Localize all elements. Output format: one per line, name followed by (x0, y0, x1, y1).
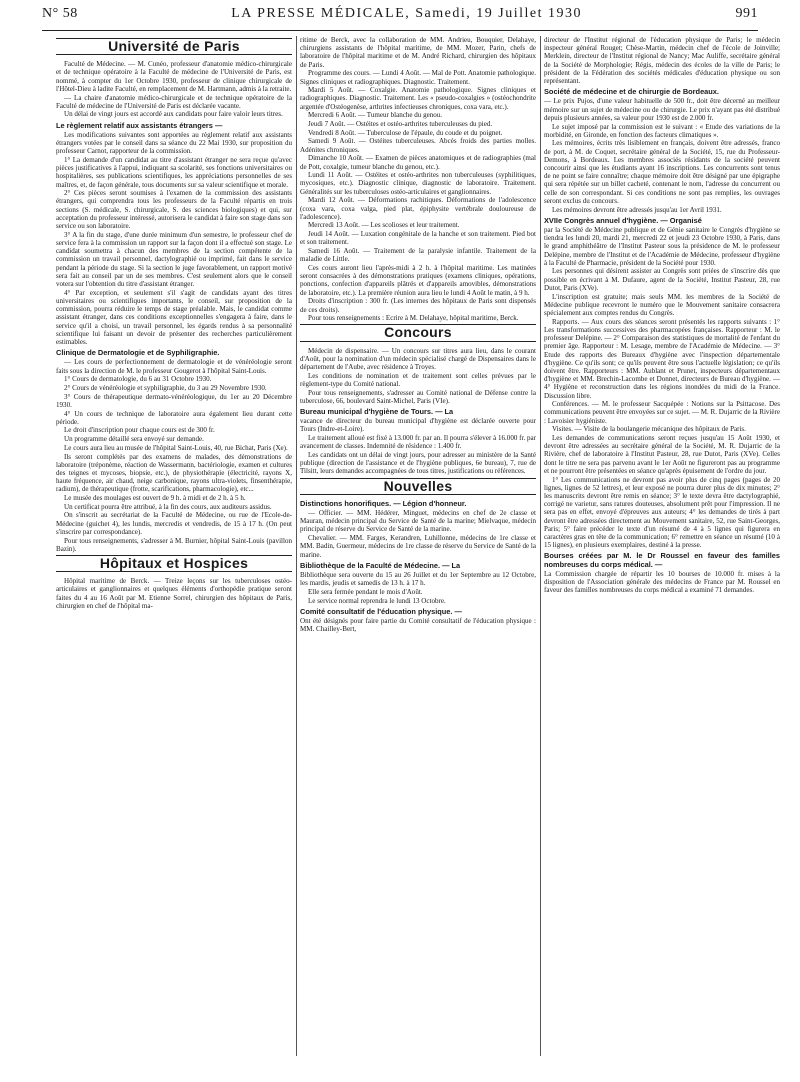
section-heading: Nouvelles (300, 478, 536, 495)
article-paragraph: Le musée des moulages est ouvert de 9 h. à midi et de 2 h. à 5 h. (64, 494, 246, 503)
article-paragraph: Mardi 5 Août. — Coxalgie. Anatomie pathologique. Signes cliniques et radiographiques. Diagnostic. Traitement. Les « pseudo-coxalgies » (ostéochondrite argentée d'Ostéogenèse, arthrites infectieuses chroniques, coxa vara, etc.). (300, 86, 536, 111)
column-divider (540, 36, 541, 1056)
article-paragraph: par la Société de Médecine publique et de Génie sanitaire le Congrès d'hygiène se tiendra les lundi 20, mardi 21, mercredi 22 et jeudi 23 Octobre 1930, à Paris, dans le grand amphithéâtre de l'Institut Pasteur sous la présidence de M. le professeur Delépine, membre de l'Institut et de l'Académie de Médecine, professeur d'hygiène à la Faculté de Pharmacie, président de la Société pour 1930. (544, 225, 780, 267)
article-paragraph: — Le prix Pujos, d'une valeur habituelle de 500 fr., doit être décerné au meilleur mémoire sur un sujet de médecine ou de chirurgie. Le prix n'ayant pas été distribué depuis plusieurs années, sa valeur pour 1930 est de 2.000 fr. (544, 97, 780, 122)
article-paragraph: Les personnes qui désirent assister au Congrès sont priées de s'inscrire dès que possible en écrivant à M. Dufaure, agent de la Société, Institut Pasteur, 28, rue Dutot, Paris (XVe). (544, 267, 780, 292)
article-paragraph: La Commission chargée de répartir les 10 bourses de 10.000 fr. mises à la disposition de l'Association générale des médecins de France par M. Roussel en faveur des familles nombreuses du corps médical a examiné 71 demandes. (544, 569, 780, 595)
article-paragraph: Elle sera fermée pendant le mois d'Août. (308, 587, 423, 596)
article-paragraph: Pour tous renseignements, s'adresser au Comité national de Défense contre la tuberculose, 66, boulevard Saint-Michel, Paris (VIe). (300, 388, 536, 405)
column-divider (296, 36, 297, 1056)
article-paragraph: Vendredi 8 Août. — Tuberculose de l'épaule, du coude et du poignet. (308, 128, 503, 137)
article-paragraph: Droits d'inscription : 300 fr. (Les internes des hôpitaux de Paris sont dispensés de ces droits). (300, 297, 536, 314)
article-heading: Le règlement relatif aux assistants étrangers — (56, 120, 223, 130)
article-paragraph: Les candidats ont un délai de vingt jours, pour adresser au ministère de la Santé publique (direction de l'assistance et de l'hygiène publiques, 6e bureau), 7, rue de Tilsitt, leurs demandes accompagnées de tous titres, justifications ou références. (300, 451, 536, 476)
article-paragraph: Les conditions de nomination et de traitement sont celles prévues par le règlement-type du Comité national. (300, 371, 536, 388)
article-paragraph: Médecin de dispensaire. — Un concours sur titres aura lieu, dans le courant d'Août, pour la nomination d'un médecin spécialisé chargé de Dispensaires dans le département de l'Aube, avec résidence à Troyes. (300, 346, 536, 372)
article-paragraph: — Les cours de perfectionnement de dermatologie et de vénéréologie seront faits sous la direction de M. le professeur Gougerot à l'hôpital Saint-Louis. (56, 358, 292, 375)
article-paragraph: Hôpital maritime de Berck. — Treize leçons sur les tuberculoses ostéo-articulaires et ganglionnaires et quelques éléments d'orthopédie pratique seront faites du 4 au 16 Août par M. Etienne Sorrel, chirurgien des hôpitaux de Paris, chirurgien en chef de l'hôpital ma- (56, 577, 292, 610)
article-paragraph: Le sujet imposé par la commission est le suivant : « Etude des variations de la morbidité, en Gironde, en fonction des facteurs climatiques ». (544, 122, 780, 139)
article-heading: XVIIe Congrès annuel d'hygiène. — Organisé (544, 215, 702, 225)
article-paragraph: 3° Cours de thérapeutique dermato-vénéréologique, du 1er au 20 Décembre 1930. (56, 392, 292, 409)
section-heading: Concours (300, 324, 536, 341)
article-paragraph: 4° Par exception, et seulement s'il s'agit de candidats ayant des titres universitaires ou scientifiques importants, le conseil, sur proposition de la commission, pourra réduire le temps de stage préalable. Mais, le candidat comme assistant étranger, dans ces conditions exceptionnelles s'engagera à faire, dans le service qu'il a choisi, un travail personnel, les égards rendus à sa personnalité scientifique lui faisant un devoir de présenter des recherches particulièrement estimables. (56, 288, 292, 346)
column-left (56, 36, 292, 611)
column-middle (300, 36, 536, 634)
article-heading: Bourses créées par M. le Dr Roussel en faveur des familles nombreuses du corps médical. — (544, 551, 780, 569)
article-paragraph: Visites. — Visite de la boulangerie mécanique des hôpitaux de Paris. (552, 425, 746, 434)
article-paragraph: Chevalier. — MM. Farges, Kerandren, Luhillonne, médecins de 1re classe et MM. Badin, Guermeur, médecins de 1re classe de réserve du Service de Santé de la marine. (300, 534, 536, 559)
article-heading: Distinctions honorifiques. — Légion d'honneur. (300, 498, 467, 508)
article-paragraph: Les modifications suivantes sont apportées au règlement relatif aux assistants étrangers votées par le conseil dans sa séance du 22 Mai 1930, sur proposition du professeur Carnot, rapporteur de la commission. (56, 130, 292, 156)
article-paragraph: Mercredi 6 Août. — Tumeur blanche du genou. (308, 111, 443, 120)
article-paragraph: Conférences. — M. le professeur Sacquépée : Notions sur la Psittacose. Des communications peuvent être envoyées sur ce sujet. — M. R. Dujarric de la Rivière : Lavoisier hygiéniste. (544, 400, 780, 425)
article-paragraph: Dimanche 10 Août. — Examen de pièces anatomiques et de radiographies (mal de Pott, coxalgie, tumeur blanche du genou, etc.). (300, 154, 536, 171)
article-paragraph: — Officier. — MM. Hédérer, Minguet, médecins en chef de 2e classe et Mauran, médecin principal du Service de Santé de la marine; Mielvaque, médecin principal de réserve du Service de Santé de la marine. (300, 509, 536, 534)
article-paragraph: Le service normal reprendra le lundi 13 Octobre. (308, 596, 446, 605)
article-paragraph: Mardi 12 Août. — Déformations rachitiques. Déformations de l'adolescence (coxa vara, coxa valga, pied plat, épiphysite vertébrale douloureuse de l'adolescence). (300, 196, 536, 221)
article-paragraph: Ces cours auront lieu l'après-midi à 2 h. à l'hôpital maritime. Les matinées seront consacrées à des démonstrations pratiques (examens cliniques, opérations, ponctions, confection d'appareils plâtrés et d'appareils amovibles, démonstrations de laboratoire, etc.). La première réunion aura lieu le lundi 4 Août le matin, à 9 h. (300, 263, 536, 297)
article-paragraph: Les demandes de communications seront reçues jusqu'au 15 Août 1930, et devront être adressées au secrétaire général de la Société, M. R. Dujarric de la Rivière, chef de laboratoire à l'Institut Pasteur, 28, rue Dutot, Paris (XVe). Celles dont le titre ne sera pas parvenu avant le 1er Août ne figureront pas au programme et ne pourront être présentées en séance qu'après épuisement de l'ordre du jour. (544, 434, 780, 475)
article-paragraph: Les mémoires, écrits très lisiblement en français, doivent être adressés, franco de port, à M. de Coquet, secrétaire général de la Société, 15, rue du Professeur-Demons, à Bordeaux. Les membres associés résidants de la société peuvent concourir ainsi que les étudiants ayant 16 inscriptions. Les concurrents sont tenus de ne point se faire connaître; chaque mémoire doit être désigné par une épigraphe qui sera répétée sur un billet cacheté, contenant le nom, l'adresse du concurrent ou celle de son correspondant. Si ces conditions ne sont pas remplies, les ouvrages seront exclus du concours. (544, 139, 780, 205)
article-paragraph: 2° Cours de vénéréologie et syphiligraphie, du 3 au 29 Novembre 1930. (64, 383, 267, 392)
article-paragraph: Le cours aura lieu au musée de l'hôpital Saint-Louis, 40, rue Bichat, Paris (Xe). (64, 443, 288, 452)
article-paragraph: Rapports. — Aux cours des séances seront présentés les rapports suivants : 1° Les transformations successives des pharmacopées françaises. Rapporteur : M. le professeur Delépine. — 2° Comparaison des statistiques de mortalité de l'enfant du premier âge. Rapporteur : M. Lesage, membre de l'Académie de Médecine. — 3° Etude des rapports des Bureaux d'hygiène avec l'inspection départementale d'hygiène. Ce qu'ils sont; ce qu'ils peuvent être sous l'actuelle législation; ce qu'ils doivent être. Rapporteurs : MM. Aublant et Prunet, inspecteurs départementaux d'hygiène et MM. Brechin-Lacombe et Donnet, directeurs de Bureau d'hygiène. — 4° Hygiène et reconstruction dans les régions inondées du midi de la France. Discussion libre. (544, 317, 780, 400)
article-paragraph: Un délai de vingt jours est accordé aux candidats pour faire valoir leurs titres. (64, 110, 283, 119)
article-paragraph: Jeudi 14 Août. — Luxation congénitale de la hanche et son traitement. Pied bot et son traitement. (300, 230, 536, 247)
article-heading: Bibliothèque de la Faculté de Médecine. — La (300, 560, 461, 570)
article-paragraph: ritime de Berck, avec la collaboration de MM. Andrieu, Bouquier, Delahaye, chirurgiens assistants de l'hôpital maritime, de MM. Mozer, Parin, chefs de laboratoire de l'hôpital maritime et de M. André Richard, chirurgien des hôpitaux de Paris. (300, 36, 536, 69)
article-paragraph: 1° Cours de dermatologie, du 6 au 31 Octobre 1930. (64, 375, 212, 384)
article-heading: Clinique de Dermatologie et de Syphiligraphie. (56, 348, 220, 358)
article-paragraph: Jeudi 7 Août. — Ostéites et ostéo-arthrites tuberculeuses du pied. (308, 120, 493, 129)
issue-number: N° 58 (42, 6, 78, 21)
article-paragraph: Pour tous renseignements : Ecrire à M. Delahaye, hôpital maritime, Berck. (308, 314, 519, 323)
article-paragraph: 2° Ces pièces seront soumises à l'examen de la commission des assistants étrangers, qui comprendra tous les professeurs de la Faculté répartis en trois sections (S. médicale, S. chirurgicale, S. des sciences biologiques) et qui, sur acceptation du professeur intéressé, autorisera le candidat à faire son stage dans son service ou son laboratoire. (56, 189, 292, 231)
article-paragraph: Les mémoires devront être adressés jusqu'au 1er Avril 1931. (552, 205, 722, 214)
column-right (544, 36, 780, 595)
article-paragraph: Samedi 16 Août. — Traitement de la paralysie infantile. Traitement de la maladie de Little. (300, 247, 536, 264)
article-paragraph: Un programme détaillé sera envoyé sur demande. (64, 435, 204, 444)
section-heading: Université de Paris (56, 38, 292, 55)
article-paragraph: Le droit d'inscription pour chaque cours est de 300 fr. (64, 426, 215, 435)
article-paragraph: Mercredi 13 Août. — Les scolioses et leur traitement. (308, 221, 460, 230)
article-paragraph: Un certificat pourra être attribué, à la fin des cours, aux auditeurs assidus. (64, 502, 272, 511)
article-heading: Bureau municipal d'hygiène de Tours. — La (300, 407, 454, 417)
article-heading: Comité consultatif de l'éducation physique. — (300, 606, 462, 616)
article-paragraph: vacance de directeur du bureau municipal d'hygiène est déclarée ouverte pour Tours (Indre-et-Loire). (300, 417, 536, 434)
section-heading: Hôpitaux et Hospices (56, 555, 292, 572)
page-header (42, 6, 758, 32)
header-rule (42, 30, 758, 31)
article-paragraph: Bibliothèque sera ouverte du 15 au 26 Juillet et du 1er Septembre au 12 Octobre, les mardis, jeudis et samedis de 13 h. à 17 h. (300, 570, 536, 588)
article-paragraph: On s'inscrit au secrétariat de la Faculté de Médecine, ou rue de l'Ecole-de-Médecine (guichet 4), les lundis, mercredis et vendredis, de 15 à 17 h. (On peut s'inscrire par correspondance). (56, 511, 292, 536)
journal-title: LA PRESSE MÉDICALE, Samedi, 19 Juillet 1930 (231, 6, 582, 21)
article-paragraph: 1° Les communications ne devront pas avoir plus de cinq pages (pages de 20 lignes, lignes de 52 lettres), et leur exposé ne pourra durer plus de dix minutes; 2° les manuscrits devront être remis en séance; 3° le texte devra être dactylographié, corrigé ne varietur, sans ratures douteuses, absolument prêt pour l'impression. Il ne sera pas en effet, envoyé d'épreuves aux auteurs; 4° les demandes de tirés à part devront être adressées directement au Mouvement sanitaire, 52, rue Saint-Georges, Paris; 5° faire précéder le texte d'un résumé de 4 à 5 lignes qui figurera en caractères gras en tête de la communication; 6° remettre en séance un résumé (10 à 15 lignes), en plusieurs exemplaires, destiné à la presse. (544, 475, 780, 550)
article-paragraph: Lundi 11 Août. — Ostéites et ostéo-arthrites non tuberculeuses (syphilitiques, mycosiques, etc.). Diagnostic clinique, diagnostic de laboratoire. Traitement. Généralités sur les tuberculoses ostéo-articulaires et ganglionnaires. (300, 171, 536, 196)
article-paragraph: Samedi 9 Août. — Ostéites tuberculeuses. Abcès froids des parties molles. Adénites chroniques. (300, 137, 536, 154)
article-paragraph: Programme des cours. — Lundi 4 Août. — Mal de Pott. Anatomie pathologique. Signes cliniques et radiographiques. Diagnostic. Traitement. (300, 69, 536, 86)
article-heading: Société de médecine et de chirurgie de Bordeaux. (544, 87, 719, 97)
article-paragraph: L'inscription est gratuite; mais seuls MM. les membres de la Société de Médecine publique recevront le numéro que le Mouvement sanitaire consacrera spécialement aux comptes rendus du Congrès. (544, 292, 780, 317)
article-paragraph: Ils seront complétés par des examens de malades, des démonstrations de laboratoire (tréponème, réaction de Wassermann, bactériologie, examen et cultures des teignes et mycoses, biopsie, etc.), de physiothérapie (électricité, rayons X, haute fréquence, air chaud, neige carbonique, rayons ultra-violets, finsenthérapie, radium), de thérapeutique (frotte, scarifications, pharmacologie), etc... (56, 452, 292, 494)
article-paragraph: 3° A la fin du stage, d'une durée minimum d'un semestre, le professeur chef de service fera à la commission un rapport sur la façon dont il a effectué son stage. Le candidat soumettra à chacun des membres de la section compétente de la commission un travail personnel, dactylographié ou imprimé, fait dans le service pendant la période du stage. Si la section le juge favorablement, un rapport motivé sera fait au conseil par un de ses membres. C'est seulement alors que le conseil votera sur l'obtention du titre d'assistant étranger. (56, 230, 292, 288)
page-number: 991 (735, 6, 758, 21)
article-paragraph: Faculté de Médecine. — M. Cunéo, professeur d'anatomie médico-chirurgicale et de technique opératoire à la Faculté de médecine de l'Université de Paris, est nommé, à compter du 1er Octobre 1930, professeur de clinique chirurgicale de l'Hôtel-Dieu à ladite Faculté, en remplacement de M. Hartmann, admis à la retraite. (56, 60, 292, 93)
article-paragraph: Le traitement alloué est fixé à 13.000 fr. par an. Il pourra s'élever à 16.000 fr. par avancement de classes. Indemnité de résidence : 1.400 fr. (300, 434, 536, 451)
article-paragraph: Pour tous renseignements, s'adresser à M. Burnier, hôpital Saint-Louis (pavillon Bazin). (56, 536, 292, 553)
article-paragraph: directeur de l'Institut régional de l'éducation physique de Paris; le médecin inspecteur général Rouget; Chèse-Martin, médecin chef de l'école de Joinville; Merklein, directeur de l'Institut régional de Nancy; Mac Auliffe, secrétaire général de la Société de Morphologie; Régis, médecin des écoles de la ville de Paris; le président de la Fédération des sociétés médicales d'éducation physique ou son représentant. (544, 36, 780, 86)
article-paragraph: — La chaire d'anatomie médico-chirurgicale et de technique opératoire de la Faculté de médecine de l'Université de Paris est déclarée vacante. (56, 93, 292, 110)
article-paragraph: 4° Un cours de technique de laboratoire aura également lieu durant cette période. (56, 409, 292, 426)
article-paragraph: 1° La demande d'un candidat au titre d'assistant étranger ne sera reçue qu'avec pièces justificatives à l'appui, indiquant sa scolarité, ses fonctions universitaires ou hospitalières, ses publications scientifiques, les appréciations personnelles de ses maîtres, et, de façon générale, tous documents sur sa valeur scientifique et morale. (56, 155, 292, 189)
article-paragraph: Ont été désignés pour faire partie du Comité consultatif de l'éducation physique : MM. Chailley-Bert, (300, 617, 536, 634)
